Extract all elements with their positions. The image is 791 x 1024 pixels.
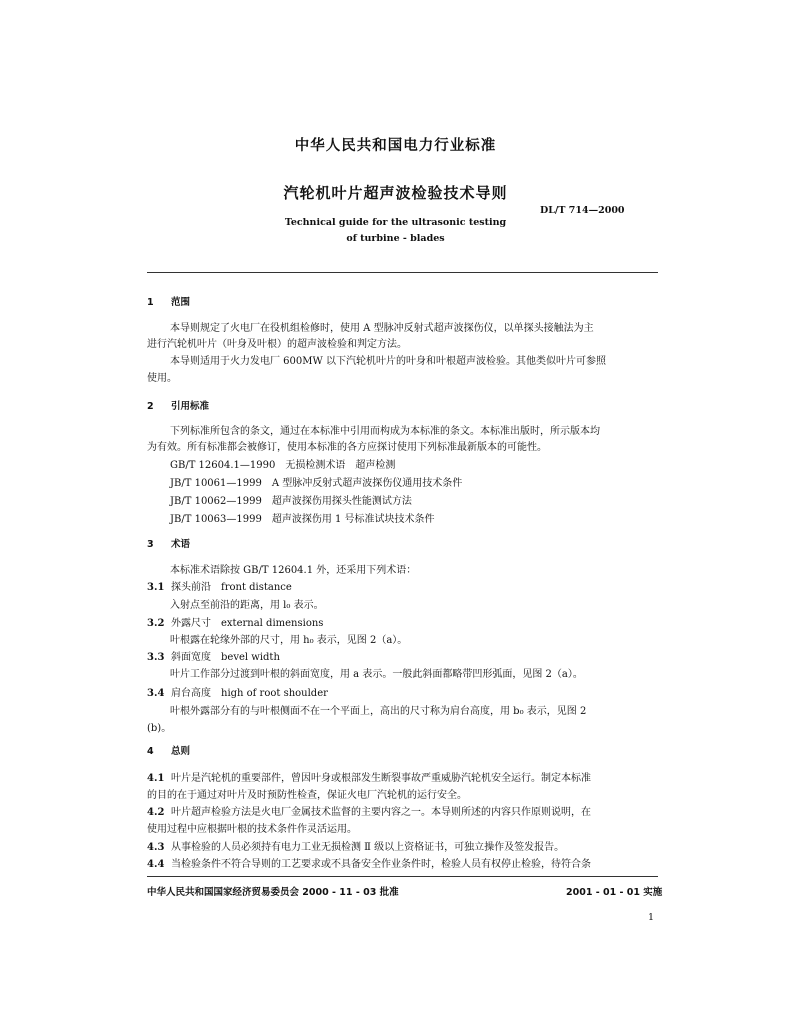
section-number: 1 <box>147 297 154 308</box>
section-title: 范围 <box>171 297 191 308</box>
term-definition: 叶根露在轮缘外部的尺寸，用 h₀ 表示，见图 2（a）。 <box>170 635 408 646</box>
clause-number: 3.3 <box>147 652 165 663</box>
section-1-para-2-line-1: 本导则适用于火力发电厂 600MW 以下汽轮机叶片的叶身和叶根超声波检验。其他类似叶片可参照 <box>170 356 606 367</box>
clause-text: 叶片是汽轮机的重要部件，曾因叶身或根部发生断裂事故严重威胁汽轮机安全运行。制定本标准 <box>171 773 591 784</box>
clause-number: 4.2 <box>147 807 165 818</box>
section-2-para-line-1: 下列标准所包含的条文，通过在本标准中引用而构成为本标准的条文。本标准出版时，所示版本均 <box>170 426 600 437</box>
section-title: 术语 <box>171 539 191 550</box>
section-title: 总则 <box>171 746 191 757</box>
document-title-en-line2: of turbine - blades <box>346 233 445 244</box>
clause-text: 叶片超声检验方法是火电厂金属技术监督的主要内容之一。本导则所述的内容只作原则说明，在 <box>171 807 591 818</box>
term-definition: 叶根外露部分有的与叶根侧面不在一个平面上，高出的尺寸称为肩台高度，用 b₀ 表示，见图 2 <box>170 706 587 717</box>
section-title: 引用标准 <box>171 401 210 412</box>
term-name: 外露尺寸 external dimensions <box>171 618 324 629</box>
term-definition-cont: (b)。 <box>147 723 172 734</box>
term-definition: 叶片工作部分过渡到叶根的斜面宽度，用 a 表示。一般此斜面都略带凹形弧面，见图 2（a）。 <box>170 669 583 680</box>
section-3-heading <box>147 536 190 550</box>
header-rule <box>147 272 658 273</box>
clause-number: 4.3 <box>147 842 165 853</box>
term-name: 斜面宽度 bevel width <box>171 652 280 663</box>
footer-rule <box>147 876 658 877</box>
standard-number: DL/T 714—2000 <box>540 205 625 216</box>
section-2-para-line-2: 为有效。所有标准都会被修订，使用本标准的各方应探讨使用下列标准最新版本的可能性。 <box>147 442 547 453</box>
section-4-heading <box>147 743 190 757</box>
section-3-intro: 本标准术语除按 GB/T 12604.1 外，还采用下列术语： <box>170 565 417 576</box>
section-number: 2 <box>147 401 154 412</box>
term-3-4 <box>147 684 328 699</box>
clause-4-1 <box>147 769 591 784</box>
clause-text-cont: 使用过程中应根据叶根的技术条件作灵活运用。 <box>147 824 357 835</box>
page-number: 1 <box>648 912 655 923</box>
reference-item: JB/T 10062—1999 超声波探伤用探头性能测试方法 <box>170 496 412 507</box>
approval-info: 中华人民共和国国家经济贸易委员会 2000 - 11 - 03 批准 <box>147 887 399 898</box>
section-1-para-1-line-2: 进行汽轮机叶片（叶身及叶根）的超声波检验和判定方法。 <box>147 339 407 350</box>
term-definition: 入射点至前沿的距离，用 l₀ 表示。 <box>170 600 324 611</box>
section-1-para-2-line-2: 使用。 <box>147 373 177 384</box>
clause-4-2 <box>147 803 591 818</box>
clause-number: 3.1 <box>147 582 165 593</box>
term-name: 肩台高度 high of root shoulder <box>171 688 328 699</box>
section-2-heading <box>147 398 209 412</box>
clause-text-cont: 的目的在于通过对叶片及时预防性检查，保证火电厂汽轮机的运行安全。 <box>147 790 467 801</box>
clause-number: 3.2 <box>147 618 165 629</box>
reference-item: GB/T 12604.1—1990 无损检测术语 超声检测 <box>170 460 396 471</box>
standard-category: 中华人民共和国电力行业标准 <box>294 138 497 154</box>
term-3-3 <box>147 648 280 663</box>
clause-4-3 <box>147 838 564 853</box>
section-1-heading <box>147 294 190 308</box>
reference-item: JB/T 10063—1999 超声波探伤用 1 号标准试块技术条件 <box>170 514 435 525</box>
document-title-en-line1: Technical guide for the ultrasonic testing <box>284 217 507 228</box>
clause-number: 4.1 <box>147 773 165 784</box>
term-name: 探头前沿 front distance <box>171 582 292 593</box>
clause-number: 4.4 <box>147 859 165 870</box>
clause-number: 3.4 <box>147 688 165 699</box>
clause-text: 当检验条件不符合导则的工艺要求或不具备安全作业条件时，检验人员有权停止检验，待符合条 <box>171 859 591 870</box>
clause-text: 从事检验的人员必须持有电力工业无损检测 Ⅱ 级以上资格证书，可独立操作及签发报告。 <box>171 842 565 853</box>
section-1-para-1-line-1: 本导则规定了火电厂在役机组检修时，使用 A 型脉冲反射式超声波探伤仪，以单探头接触法为主 <box>170 323 594 334</box>
clause-4-4 <box>147 855 591 870</box>
document-title-cn: 汽轮机叶片超声波检验技术导则 <box>283 184 508 202</box>
term-3-1 <box>147 578 292 593</box>
section-number: 3 <box>147 539 154 550</box>
section-number: 4 <box>147 746 154 757</box>
reference-item: JB/T 10061—1999 A 型脉冲反射式超声波探伤仪通用技术条件 <box>170 478 463 489</box>
implementation-date: 2001 - 01 - 01 实施 <box>566 887 663 898</box>
term-3-2 <box>147 614 323 629</box>
